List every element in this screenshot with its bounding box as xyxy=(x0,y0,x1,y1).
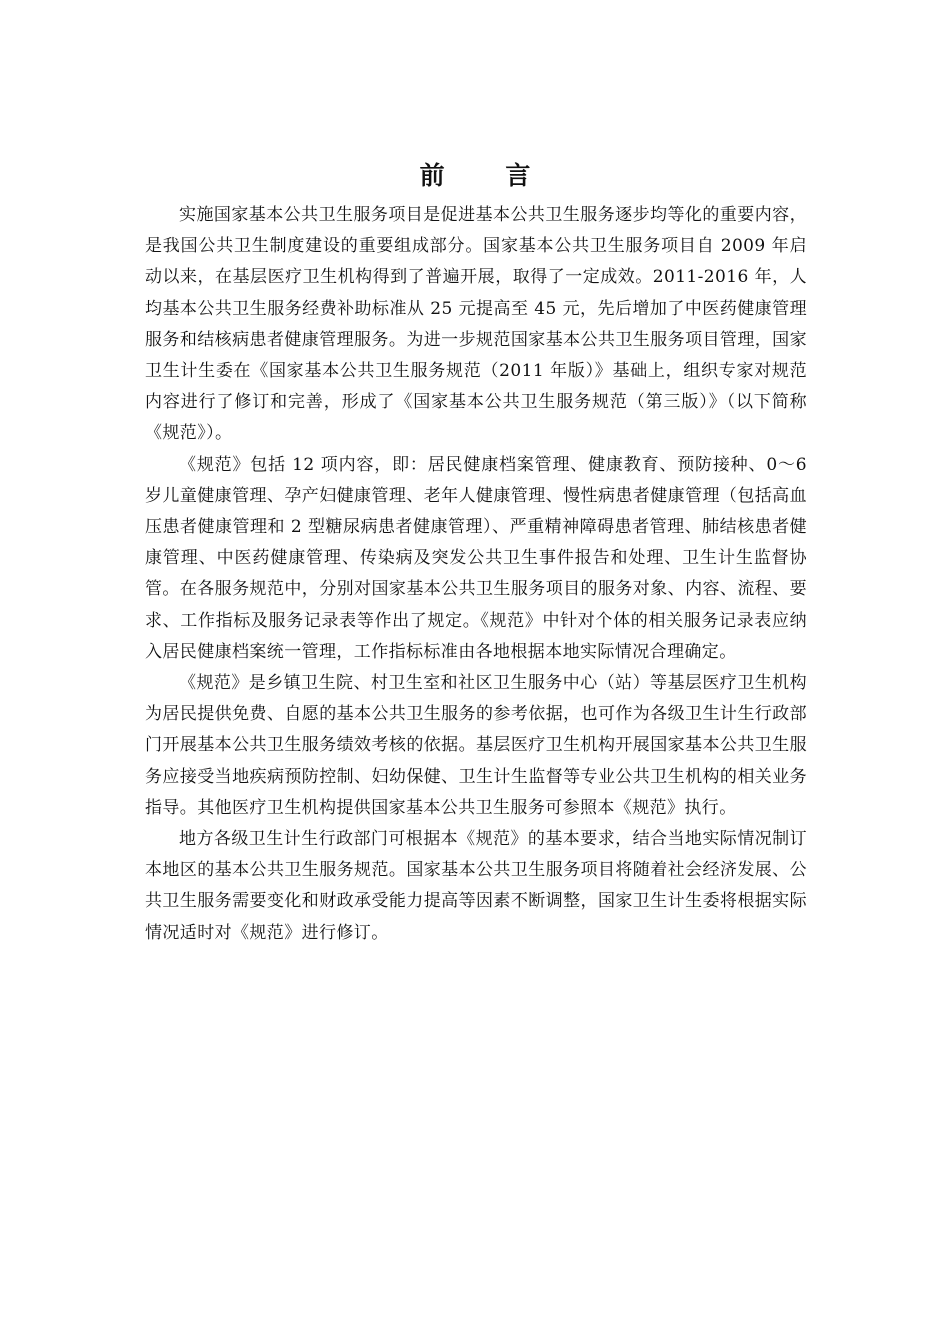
paragraph-revision: 地方各级卫生计生行政部门可根据本《规范》的基本要求，结合当地实际情况制订本地区的基本公共卫生服务规范。国家基本公共卫生服务项目将随着社会经济发展、公共卫生服务需要变化和财政承受能力提高等因素不断调整，国家卫生计生委将根据实际情况适时对《规范》进行修订。 xyxy=(145,829,807,943)
paragraph-intro: 实施国家基本公共卫生服务项目是促进基本公共卫生服务逐步均等化的重要内容，是我国公共卫生制度建设的重要组成部分。国家基本公共卫生服务项目自 2009 年启动以来，在基层医疗卫生机构得到了普遍开展，取得了一定成效。2011-2016 年，人均基本公共卫生服务经费补助标准从 25 元提高至 45 元，先后增加了中医药健康管理服务和结核病患者健康管理服务。为进一步规范国家基本公共卫生服务项目管理，国家卫生计生委在《国家基本公共卫生服务规范（2011 年版）》基础上，组织专家对规范内容进行了修订和完善，形成了《国家基本公共卫生服务规范（第三版）》（以下简称《规范》）。 xyxy=(145,205,807,444)
document-body xyxy=(145,200,807,949)
paragraph-scope: 《规范》是乡镇卫生院、村卫生室和社区卫生服务中心（站）等基层医疗卫生机构为居民提供免费、自愿的基本公共卫生服务的参考依据，也可作为各级卫生计生行政部门开展基本公共卫生服务绩效考核的依据。基层医疗卫生机构开展国家基本公共卫生服务应接受当地疾病预防控制、妇幼保健、卫生计生监督等专业公共卫生机构的相关业务指导。其他医疗卫生机构提供国家基本公共卫生服务可参照本《规范》执行。 xyxy=(145,673,807,818)
page-title: 前 言 xyxy=(419,161,557,190)
paragraph-contents: 《规范》包括 12 项内容，即：居民健康档案管理、健康教育、预防接种、0～6 岁儿童健康管理、孕产妇健康管理、老年人健康管理、慢性病患者健康管理（包括高血压患者健康管理和 2 型糖尿病患者健康管理）、严重精神障碍患者管理、肺结核患者健康管理、中医药健康管理、传染病及突发公共卫生事件报告和处理、卫生计生监督协管。在各服务规范中，分别对国家基本公共卫生服务项目的服务对象、内容、流程、要求、工作指标及服务记录表等作出了规定。《规范》中针对个体的相关服务记录表应纳入居民健康档案统一管理，工作指标标准由各地根据本地实际情况合理确定。 xyxy=(145,454,807,662)
